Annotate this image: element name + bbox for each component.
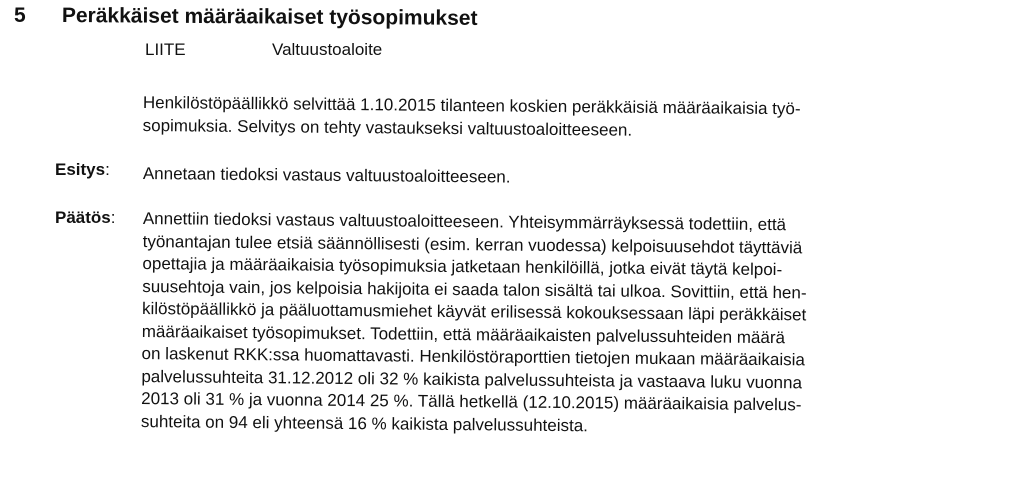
decision-label: Päätös: — [55, 208, 116, 227]
decision-line: määräaikaiset työsopimukset. Todettiin, että määräaikaisten palvelussuhteiden määrä — [141, 321, 786, 347]
proposal-line: Annetaan tiedoksi vastaus valtuustoaloitteeseen. — [142, 163, 511, 187]
decision-line: suusehtoja vain, jos kelpoisia hakijoita ei saada talon sisältä tai ulkoa. Sovittiin, että hen- — [142, 276, 807, 302]
decision-line: 2013 oli 31 % ja vuonna 2014 25 %. Tällä hetkellä (12.10.2015) määräaikaisia palvelus- — [141, 388, 802, 415]
intro-line: Henkilöstöpäällikkö selvittää 1.10.2015 tilanteen koskien peräkkäisiä määräaikaisia työ- — [142, 92, 801, 119]
intro-paragraph — [143, 92, 801, 143]
attachment-value: Valtuustoaloite — [272, 40, 383, 59]
decision-line: kilöstöpäällikkö ja pääluottamusmiehet käyvät erilisessä kokouksessaan läpi peräkkäiset — [141, 298, 807, 325]
decision-line: palvelussuhteita 31.12.2012 oli 32 % kaikista palvelussuhteista ja vastaava luku vuonna — [141, 366, 803, 392]
section-number: 5 — [14, 4, 26, 27]
decision-line: on laskenut RKK:ssa huomattavasti. Henkilöstöraporttien tietojen mukaan määräaikaisia — [141, 343, 806, 370]
proposal-paragraph — [143, 163, 511, 189]
section-title: Peräkkäiset määräaikaiset työsopimukset — [61, 4, 478, 30]
decision-paragraph — [141, 208, 807, 439]
intro-line: sopimuksia. Selvitys on tehty vastaukseksi valtuustoaloitteeseen. — [142, 115, 633, 140]
attachment-label: LIITE — [145, 40, 186, 59]
decision-line: Annettiin tiedoksi vastaus valtuustoaloitteeseen. Yhteisymmärräyksessä todettiin, että — [142, 208, 787, 235]
decision-line: työnantajan tulee etsiä säännöllisesti (esim. kerran vuodessa) kelpoisuusehdot täyttäviä — [142, 231, 803, 257]
decision-line: opettajia ja määräaikaisia työsopimuksia jatketaan henkilöillä, jotka eivät täytä kelpoi- — [142, 253, 783, 280]
proposal-label: Esitys: — [55, 160, 110, 179]
decision-line: suhteita on 94 eli yhteensä 16 % kaikista palvelussuhteista. — [140, 411, 589, 435]
